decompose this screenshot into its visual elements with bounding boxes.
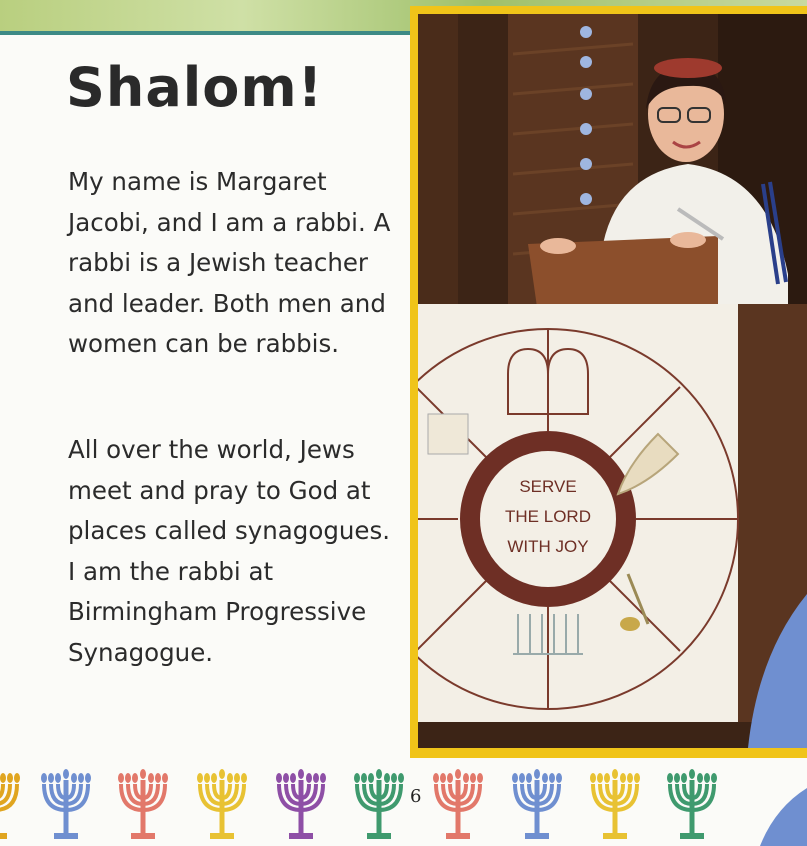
- menorah-icon: [354, 769, 404, 836]
- menorah-icon: [197, 769, 247, 836]
- banner-line-1: SERVE: [519, 477, 577, 496]
- menorah-icon: [41, 769, 91, 836]
- menorah-border: [0, 768, 807, 846]
- intro-paragraph: My name is Margaret Jacobi, and I am a rabbi. A rabbi is a Jewish teacher and leader. Both men and women can be rabbis.: [68, 167, 391, 358]
- menorah-icon: [433, 769, 483, 836]
- synagogue-paragraph: All over the world, Jews meet and pray to God at places called synagogues. I am the rabbi at Birmingham Progressive Synagogue.: [68, 435, 391, 667]
- menorah-icon: [0, 769, 20, 836]
- menorah-icon: [118, 769, 168, 836]
- banner-line-2: THE LORD: [505, 507, 591, 526]
- page-title: Shalom!: [66, 56, 324, 119]
- rabbi-photo: [418, 14, 807, 748]
- menorah-icon: [512, 769, 562, 836]
- shoulder-shape: [760, 788, 807, 846]
- top-rule-line: [0, 31, 415, 35]
- page-number: 6: [410, 786, 422, 807]
- menorah-icon: [667, 769, 717, 836]
- banner-line-3: WITH JOY: [507, 537, 589, 556]
- rabbi-at-lectern-illustration: [418, 14, 807, 748]
- menorah-icon: [276, 769, 326, 836]
- menorah-icon: [590, 769, 640, 836]
